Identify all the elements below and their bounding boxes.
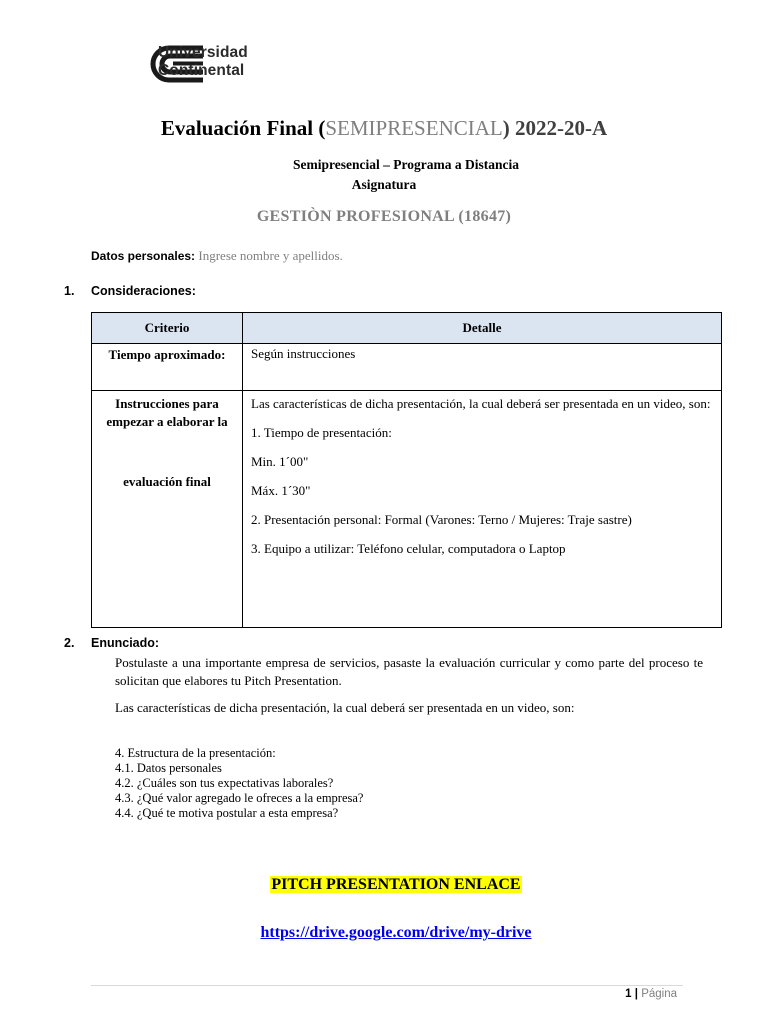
title-suffix: ) 2022-20-A	[502, 116, 608, 140]
section-2-title: Enunciado:	[91, 636, 160, 650]
datos-label: Datos personales:	[91, 249, 196, 263]
section-2-number: 2.	[64, 636, 75, 650]
criterio-tiempo: Tiempo aproximado:	[92, 344, 243, 391]
detalle-line: 3. Equipo a utilizar: Teléfono celular, computadora o Laptop	[251, 541, 566, 556]
footer-word: Página	[641, 988, 677, 1000]
list-item: 4. Estructura de la presentación:	[115, 746, 276, 760]
enunciado-paragraph: Postulaste a una importante empresa de servicios, pasaste la evaluación curricular y como parte del proceso te solicitan que elabores tu Pitch Presentation.	[115, 655, 703, 688]
footer-divider	[91, 985, 683, 986]
detalle-instrucciones	[243, 391, 722, 628]
detalle-line: 1. Tiempo de presentación:	[251, 425, 392, 440]
list-item: 4.2. ¿Cuáles son tus expectativas laborales?	[115, 776, 334, 790]
list-item: 4.1. Datos personales	[115, 761, 222, 775]
criterio-instrucciones-a: Instrucciones para empezar a elaborar la	[106, 396, 228, 429]
list-item: 4.3. ¿Qué valor agregado le ofreces a la empresa?	[115, 791, 364, 805]
drive-link[interactable]: https://drive.google.com/drive/my-drive	[260, 924, 532, 941]
pitch-title: PITCH PRESENTATION ENLACE	[271, 876, 521, 893]
section-1-title: Consideraciones:	[91, 284, 196, 298]
logo-line-2: Continental	[158, 61, 245, 79]
enunciado-paragraph-2: Las características de dicha presentación, la cual deberá ser presentada en un video, son:	[115, 700, 575, 715]
subtitle-asignatura: Asignatura	[351, 177, 417, 192]
title-prefix: Evaluación Final (	[160, 116, 326, 140]
header-detalle: Detalle	[243, 313, 722, 344]
page-number: 1	[625, 988, 632, 1000]
detalle-line: Min. 1´00"	[251, 454, 309, 469]
section-1-number: 1.	[64, 284, 75, 298]
structure-list	[115, 746, 363, 821]
university-name	[158, 44, 248, 79]
detalle-tiempo: Según instrucciones	[243, 344, 722, 391]
detalle-line: 2. Presentación personal: Formal (Varones: Terno / Mujeres: Traje sastre)	[251, 512, 632, 527]
logo-line-1: Universidad	[158, 44, 248, 61]
datos-personales	[91, 248, 343, 264]
criteria-table	[91, 312, 722, 628]
criterio-instrucciones-b: evaluación final	[123, 474, 211, 489]
pitch-heading	[0, 876, 768, 894]
page-footer	[560, 988, 677, 1000]
detalle-line: Las características de dicha presentación, la cual deberá ser presentada en un video, son:	[251, 396, 711, 411]
table-header-row	[92, 313, 722, 344]
title-highlight: SEMIPRESENCIAL	[325, 116, 503, 140]
footer-separator: |	[634, 988, 638, 1000]
course-name: GESTIÒN PROFESIONAL (18647)	[256, 208, 512, 225]
name-input-placeholder[interactable]: Ingrese nombre y apellidos.	[198, 248, 343, 263]
table-row	[92, 344, 722, 391]
page-title	[0, 116, 768, 141]
list-item: 4.4. ¿Qué te motiva postular a esta empresa?	[115, 806, 339, 820]
subtitle-program: Semipresencial – Programa a Distancia	[293, 157, 519, 172]
criterio-instrucciones	[92, 391, 243, 628]
table-row	[92, 391, 722, 628]
header-criterio: Criterio	[92, 313, 243, 344]
detalle-line: Máx. 1´30"	[251, 483, 311, 498]
